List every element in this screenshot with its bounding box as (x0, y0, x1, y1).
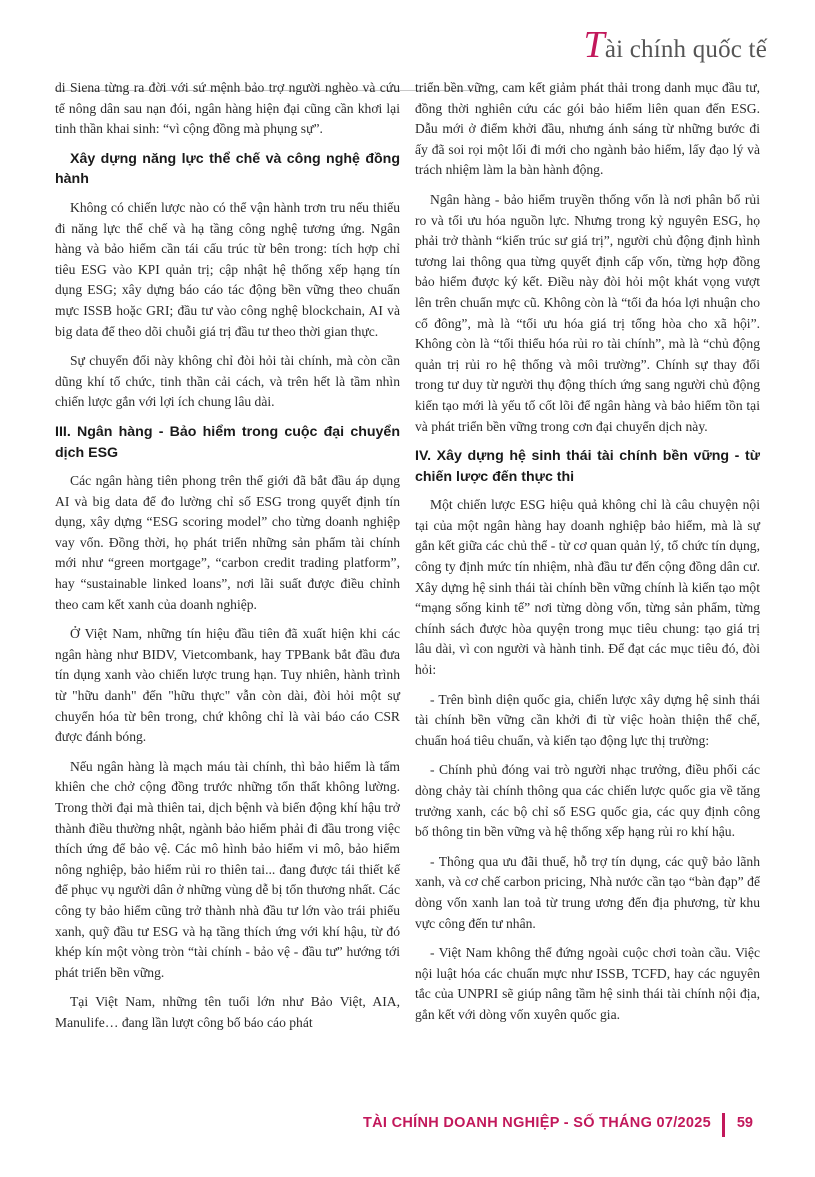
paragraph: - Chính phủ đóng vai trò người nhạc trưởng, điều phối các dòng chảy tài chính thông qua các chiến lược quốc gia về tăng trưởng xanh, các bộ chỉ số ESG quốc gia, các quy định công bố thông tin bền vững và hệ thống xếp hạng rủi ro khí hậu. (415, 762, 760, 840)
paragraph: Một chiến lược ESG hiệu quả không chỉ là câu chuyện nội tại của một ngân hàng hay doanh nghiệp bảo hiểm, mà là sự gắn kết giữa các chủ thể - từ cơ quan quản lý, tổ chức tín dụng, công ty định mức tín nhiệm, nhà đầu tư đến cộng đồng dân cư. Xây dựng hệ sinh thái tài chính bền vững chính là kiến tạo một “mạng sống kinh tế” nơi từng dòng vốn, từng sản phẩm, từng chính sách được hòa quyện trong mục tiêu chung: tạo giá trị lâu dài, vì con người và hành tinh. Để đạt các mục tiêu đó, đòi hỏi: (415, 497, 760, 678)
section-heading: IV. Xây dựng hệ sinh thái tài chính bền vững - từ chiến lược đến thực thi (415, 448, 760, 485)
paragraph: - Thông qua ưu đãi thuế, hỗ trợ tín dụng, các quỹ bảo lãnh xanh, và cơ chế carbon pricing, Nhà nước cần tạo “bàn đạp” để dòng vốn xanh lan toả từ trung ương đến địa phương, từ khu vực công đến tư nhân. (415, 853, 760, 931)
paragraph: Ở Việt Nam, những tín hiệu đầu tiên đã xuất hiện khi các ngân hàng như BIDV, Vietcombank, hay TPBank bắt đầu đưa tín dụng xanh vào chiến lược trung hạn. Tuy nhiên, hành trình từ "hữu danh" đến "hữu thực" vẫn còn dài, đòi hỏi một sự chuyển hóa từ bên trong, chứ không chỉ là vài báo cáo CSR được đánh bóng. (55, 626, 400, 745)
left-column (55, 78, 400, 1043)
page-number: 59 (736, 1115, 753, 1131)
publication-name: TÀI CHÍNH DOANH NGHIỆP - SỐ THÁNG 07/2025 (362, 1115, 711, 1131)
paragraph: Tại Việt Nam, những tên tuổi lớn như Bảo Việt, AIA, Manulife… đang lần lượt công bố báo cáo phát (55, 994, 400, 1030)
page-footer (0, 1115, 815, 1139)
paragraph: Nếu ngân hàng là mạch máu tài chính, thì bảo hiểm là tấm khiên che chở cộng đồng trước những tổn thất không lường. Trong thời đại mà thiên tai, dịch bệnh và biến động khí hậu trở thành điều thường nhật, ngành bảo hiểm phải đi đầu trong việc thích ứng để bảo vệ. Các mô hình bảo hiểm vi mô, bảo hiểm nông nghiệp, bảo hiểm rủi ro thiên tai... đang được tái thiết kế để phục vụ người dân ở những vùng dễ bị tổn thương nhất. Các công ty bảo hiểm cũng trở thành nhà đầu tư lớn vào trái phiếu xanh, quỹ đầu tư ESG và hạ tầng thích ứng với khí hậu, từ đó khép kín một vòng tròn “tài chính - bảo vệ - đầu tư” hướng tới phát triển bền vững. (55, 758, 400, 980)
paragraph: di Siena từng ra đời với sứ mệnh bảo trợ người nghèo và cứu tế nông dân sau nạn đói, ngân hàng hiện đại cũng cần khơi lại tinh thần khai sinh: “vì cộng đồng mà phụng sự”. (55, 80, 400, 137)
paragraph: - Việt Nam không thể đứng ngoài cuộc chơi toàn cầu. Việc nội luật hóa các chuẩn mực như ISSB, TCFD, hay các nguyên tắc của UNPRI sẽ giúp nâng tầm hệ sinh thái tài chính nội địa, gắn kết với dòng vốn xuyên quốc gia. (415, 945, 760, 1022)
right-column (415, 78, 760, 1035)
paragraph: Không có chiến lược nào có thể vận hành trơn tru nếu thiếu đi năng lực thể chế và hạ tầng công nghệ tương ứng. Ngân hàng và bảo hiểm cần tái cấu trúc từ bên trong: tích hợp chỉ tiêu ESG vào KPI quản trị; cập nhật hệ thống xếp hạng tín dụng ESG; xây dựng báo cáo tác động bền vững theo chuẩn mực ISSB hoặc GRI; đầu tư vào công nghệ blockchain, AI và big data để theo dõi chuỗi giá trị đầu tư theo thời gian thực. (55, 199, 400, 339)
paragraph: Sự chuyển đổi này không chỉ đòi hỏi tài chính, mà còn cần dũng khí tổ chức, tinh thần cải cách, và trên hết là tầm nhìn chiến lược gắn với lợi ích chung lâu dài. (55, 353, 400, 410)
paragraph: Các ngân hàng tiên phong trên thế giới đã bắt đầu áp dụng AI và big data để đo lường chỉ số ESG trong quyết định tín dụng, xây dựng “ESG scoring model” cho từng doanh nghiệp vay vốn. Đồng thời, họ phát triển những sản phẩm tài chính mới như “green mortgage”, “carbon credit trading platform”, hay “sustainable linked loans”, nơi lãi suất được điều chỉnh theo cam kết xanh của doanh nghiệp. (55, 473, 400, 612)
paragraph: - Trên bình diện quốc gia, chiến lược xây dựng hệ sinh thái tài chính bền vững cần khởi đi từ việc hoàn thiện thể chế, chuẩn hoá tiêu chuẩn, và kiến tạo động lực thị trường: (415, 691, 760, 748)
paragraph: triển bền vững, cam kết giảm phát thải trong danh mục đầu tư, đồng thời nghiên cứu các gói bảo hiểm liên quan đến ESG. Dẫu mới ở điểm khởi đầu, nhưng ánh sáng từ những bước đi ấy đã soi rọi một lối đi mới cho ngành bảo hiểm, lấy đạo lý và trách nhiệm làm la bàn hành động. (415, 80, 760, 178)
subheading: Xây dựng năng lực thể chế và công nghệ đồng hành (55, 150, 400, 188)
section-name (583, 26, 767, 64)
paragraph: Ngân hàng - bảo hiểm truyền thống vốn là nơi phân bổ rủi ro và tối ưu hóa nguồn lực. Nhưng trong kỷ nguyên ESG, họ phải trở thành “kiến trúc sư giá trị”, người chủ động định hình tương lai thông qua từng quyết định cấp vốn, từng hợp đồng bảo hiểm được ký kết. Điều này đòi hỏi một khát vọng vượt lên trên chuẩn mực cũ. Không còn là “tối đa hóa lợi nhuận cho cổ đông”, mà là “tối ưu hóa giá trị tổng hòa cho xã hội”. Không còn là “tối thiểu hóa rủi ro tài chính”, mà là “chủ động quản trị rủi ro hệ thống và môi trường”. Chính sự thay đổi trong tư duy từ người thụ động thích ứng sang người chủ động kiến tạo mới là yếu tố cốt lõi để ngân hàng và bảo hiểm tồn tại và phát triển bền vững trong cơn đại chuyển dịch này. (415, 191, 760, 434)
section-name-rest: ài chính quốc tế (604, 36, 767, 63)
section-heading: III. Ngân hàng - Bảo hiểm trong cuộc đại chuyển dịch ESG (55, 423, 400, 461)
section-initial: T (583, 24, 605, 66)
footer-divider (722, 1113, 725, 1137)
